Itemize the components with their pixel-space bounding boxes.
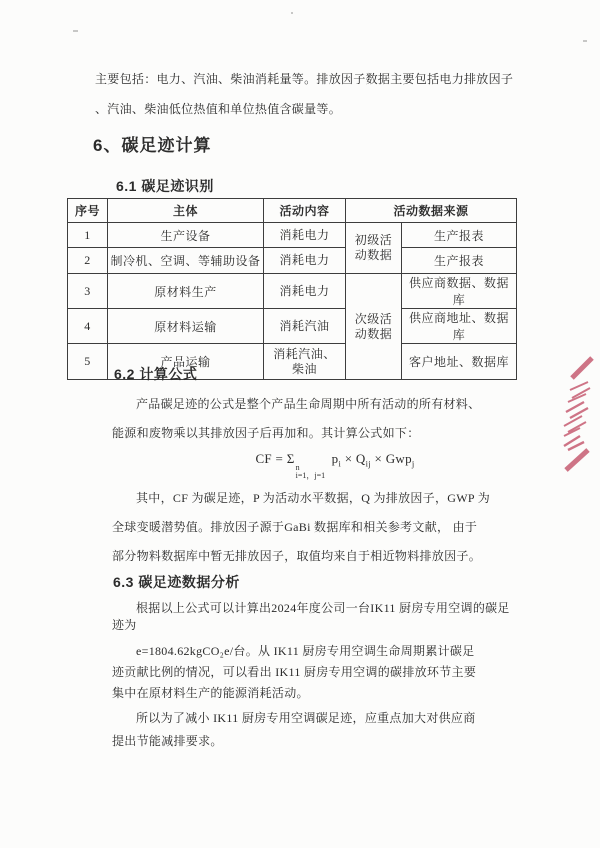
s63-paragraph-2 — [112, 641, 476, 704]
cell-subject: 原材料运输 — [108, 309, 264, 344]
footprint-identification-table — [67, 198, 517, 380]
table-header-row — [68, 199, 517, 223]
sigma-limits — [296, 464, 325, 480]
col-header-activity: 活动内容 — [264, 199, 346, 223]
s63-p3-line-2: 提出节能减排要求。 — [112, 734, 223, 748]
s62-p1-line-2: 能源和废物乘以其排放因子后再加和。其计算公式如下： — [112, 426, 420, 440]
cell-subject: 制冷机、空调、等辅助设备 — [108, 248, 264, 274]
s62-p2-line-1: 其中，CF 为碳足迹，P 为活动水平数据，Q 为排放因子，GWP 为 — [136, 491, 490, 505]
s63-p1-line-2: 迹为 — [112, 618, 137, 632]
cell-subject: 原材料生产 — [108, 274, 264, 309]
table-row — [68, 274, 517, 309]
sigma-upper-limit: n — [295, 463, 300, 472]
s63-p2-line-1: e=1804.62kgCO₂e/台。从 IK11 厨房专用空调生命周期累计碳足 — [136, 644, 475, 658]
formula-equals: = — [275, 451, 284, 466]
s63-p2-line-3: 集中在原材料生产的能源消耗活动。 — [112, 686, 309, 700]
gwp-subscript: j — [411, 458, 415, 469]
cell-source: 客户地址、数据库 — [402, 344, 517, 380]
intro-paragraph — [95, 64, 513, 124]
s62-p1-line-1: 产品碳足迹的公式是整个产品生命周期中所有活动的所有材料、 — [136, 397, 481, 411]
sigma-lower-limit: i=1，j=1 — [295, 471, 326, 480]
cell-no: 3 — [68, 274, 108, 309]
s63-paragraph-3 — [112, 707, 476, 753]
cell-activity: 消耗电力 — [264, 223, 346, 248]
cell-activity: 消耗电力 — [264, 274, 346, 309]
col-header-no: 序号 — [68, 199, 108, 223]
p-symbol: p — [331, 451, 339, 466]
scan-speck — [583, 40, 587, 42]
scan-speck — [73, 30, 78, 32]
table-row — [68, 309, 517, 344]
cell-source: 供应商数据、数据库 — [402, 274, 517, 309]
cell-source: 生产报表 — [402, 223, 517, 248]
red-seal-stamp-graphic — [558, 356, 598, 474]
formula-lhs: CF — [255, 451, 272, 466]
cell-no: 4 — [68, 309, 108, 344]
cell-source: 供应商地址、数据库 — [402, 309, 517, 344]
col-header-source: 活动数据来源 — [346, 199, 517, 223]
cell-no: 1 — [68, 223, 108, 248]
cell-source: 生产报表 — [402, 248, 517, 274]
p-subscript: i — [338, 458, 342, 469]
formula-term-p — [331, 451, 342, 469]
section-6-heading: 6、碳足迹计算 — [93, 136, 212, 155]
cell-activity: 消耗汽油、柴油 — [264, 344, 346, 380]
q-symbol: Q — [355, 451, 366, 466]
formula-term-q — [355, 451, 371, 469]
s62-p2-line-2: 全球变暖潜势值。排放因子源于GaBi 数据库和相关参考文献， 由于 — [112, 520, 478, 534]
section-6-3-heading: 6.3 碳足迹数据分析 — [113, 574, 240, 590]
s63-p3-line-1: 所以为了减小 IK11 厨房专用空调碳足迹，应重点加大对供应商 — [136, 711, 476, 725]
multiply-sign: × — [344, 451, 353, 466]
gwp-symbol: Gwp — [385, 451, 412, 466]
col-header-subject: 主体 — [108, 199, 264, 223]
cell-subject: 产品运输 — [108, 344, 264, 380]
s63-p2-line-2: 迹贡献比例的情况，可以看出 IK11 厨房专用空调的碳排放环节主要 — [112, 665, 477, 679]
multiply-sign: × — [374, 451, 383, 466]
table-row — [68, 223, 517, 248]
q-subscript: ij — [365, 458, 371, 469]
s63-paragraph-1 — [112, 600, 510, 634]
s62-paragraph-2 — [112, 484, 490, 571]
intro-line-2: 、汽油、柴油低位热值和单位热值含碳量等。 — [95, 102, 342, 116]
s62-paragraph-1 — [112, 390, 480, 448]
s62-p2-line-3: 部分物料数据库中暂无排放因子，取值均来自于相近物料排放因子。 — [112, 549, 482, 563]
cell-no: 2 — [68, 248, 108, 274]
sigma-symbol: Σ — [286, 451, 295, 466]
cell-no: 5 — [68, 344, 108, 380]
cell-secondary-data-level: 次级活动数据 — [346, 274, 402, 380]
cell-activity: 消耗汽油 — [264, 309, 346, 344]
cell-subject: 生产设备 — [108, 223, 264, 248]
intro-line-1: 主要包括：电力、汽油、柴油消耗量等。排放因子数据主要包括电力排放因子 — [95, 72, 514, 86]
carbon-footprint-formula — [70, 451, 600, 480]
cell-primary-data-level: 初级活动数据 — [346, 223, 402, 274]
section-6-2-heading: 6.2 计算公式 — [114, 366, 198, 382]
cell-activity: 消耗电力 — [264, 248, 346, 274]
scan-speck — [291, 12, 293, 14]
table-row — [68, 248, 517, 274]
s63-p1-line-1: 根据以上公式可以计算出2024年度公司一台IK11 厨房专用空调的碳足 — [136, 601, 510, 615]
formula-term-gwp — [385, 451, 415, 469]
red-seal-stamp — [558, 356, 598, 474]
section-6-1-heading: 6.1 碳足迹识别 — [116, 178, 214, 194]
